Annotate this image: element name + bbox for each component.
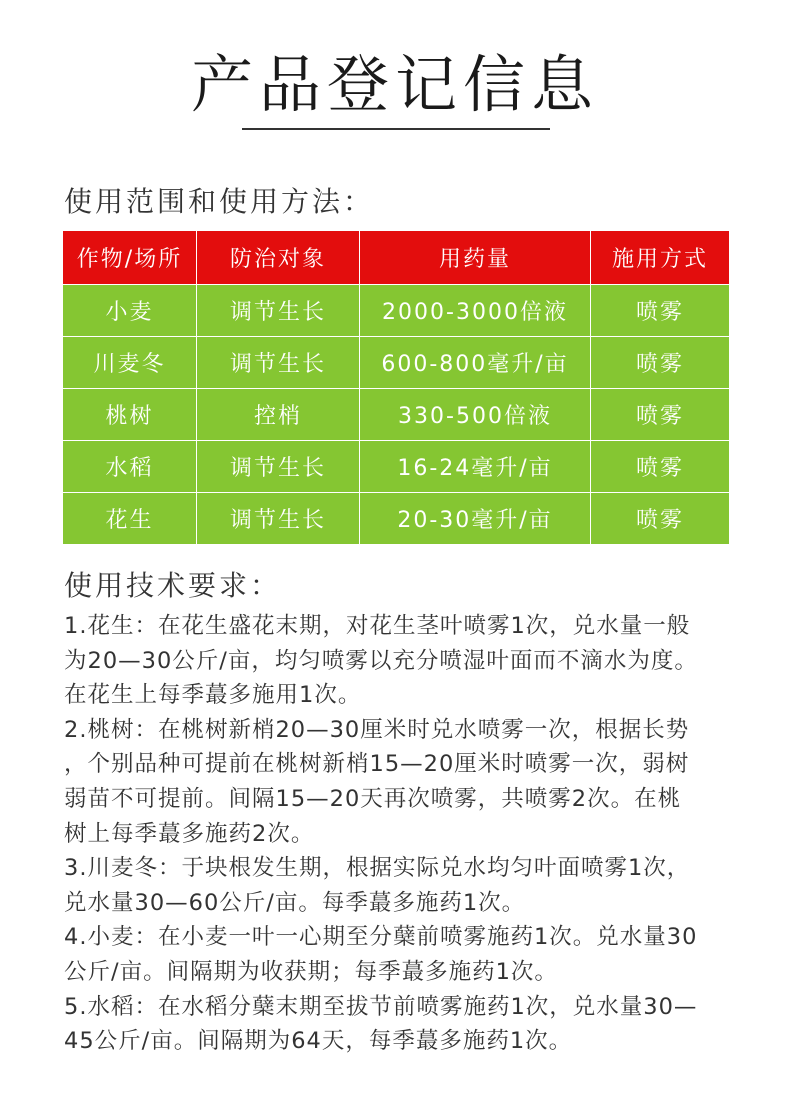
cell-method: 喷雾 [591,285,730,337]
text-line: 45公斤/亩。间隔期为64天，每季蕞多施药1次。 [64,1028,573,1055]
cell-crop: 水稻 [63,441,197,493]
tech-requirements [64,609,754,1059]
text-line: 弱苗不可提前。间隔15—20天再次喷雾，共喷雾2次。在桃 [64,785,682,812]
cell-dosage: 20-30毫升/亩 [360,493,591,545]
text-line: 5.水稻：在水稻分蘖末期至拔节前喷雾施药1次，兑水量30— [64,993,698,1020]
cell-crop: 桃树 [63,389,197,441]
page-title: 产品登记信息 [190,48,599,121]
table-row [63,493,730,545]
cell-method: 喷雾 [591,337,730,389]
registration-table [62,230,730,545]
title-divider [242,128,550,130]
text-line: 公斤/亩。间隔期为收获期；每季蕞多施药1次。 [64,958,558,985]
tech-heading: 使用技术要求： [64,569,282,602]
cell-dosage: 600-800毫升/亩 [360,337,591,389]
cell-crop: 川麦冬 [63,337,197,389]
text-line: 3.川麦冬：于块根发生期，根据实际兑水均匀叶面喷雾1次， [64,855,691,882]
table-row [63,441,730,493]
cell-target: 调节生长 [197,337,360,389]
text-line: 2.桃树：在桃树新梢20—30厘米时兑水喷雾一次，根据长势 [64,716,690,743]
text-line: 兑水量30—60公斤/亩。每季蕞多施药1次。 [64,889,526,916]
text-line: 为20—30公斤/亩，均匀喷雾以充分喷湿叶面而不滴水为度。 [64,647,698,674]
header-method: 施用方式 [591,231,730,285]
text-line: 4.小麦：在小麦一叶一心期至分蘖前喷雾施药1次。兑水量30 [64,924,698,951]
text-line: ，个别品种可提前在桃树新梢15—20厘米时喷雾一次，弱树 [64,751,690,778]
cell-method: 喷雾 [591,441,730,493]
cell-crop: 小麦 [63,285,197,337]
cell-dosage: 16-24毫升/亩 [360,441,591,493]
usage-heading: 使用范围和使用方法： [64,185,375,218]
table-row [63,337,730,389]
cell-dosage: 330-500倍液 [360,389,591,441]
header-dosage: 用药量 [360,231,591,285]
cell-method: 喷雾 [591,493,730,545]
text-line: 树上每季蕞多施药2次。 [64,820,315,847]
cell-target: 调节生长 [197,441,360,493]
cell-target: 控梢 [197,389,360,441]
table-row [63,285,730,337]
cell-method: 喷雾 [591,389,730,441]
table-row [63,389,730,441]
cell-target: 调节生长 [197,285,360,337]
text-line: 在花生上每季蕞多施用1次。 [64,682,362,709]
text-line: 1.花生：在花生盛花末期，对花生茎叶喷雾1次，兑水量一般 [64,613,691,639]
cell-crop: 花生 [63,493,197,545]
header-crop: 作物/场所 [63,231,197,285]
cell-target: 调节生长 [197,493,360,545]
table-header-row [63,231,730,285]
header-target: 防治对象 [197,231,360,285]
cell-dosage: 2000-3000倍液 [360,285,591,337]
